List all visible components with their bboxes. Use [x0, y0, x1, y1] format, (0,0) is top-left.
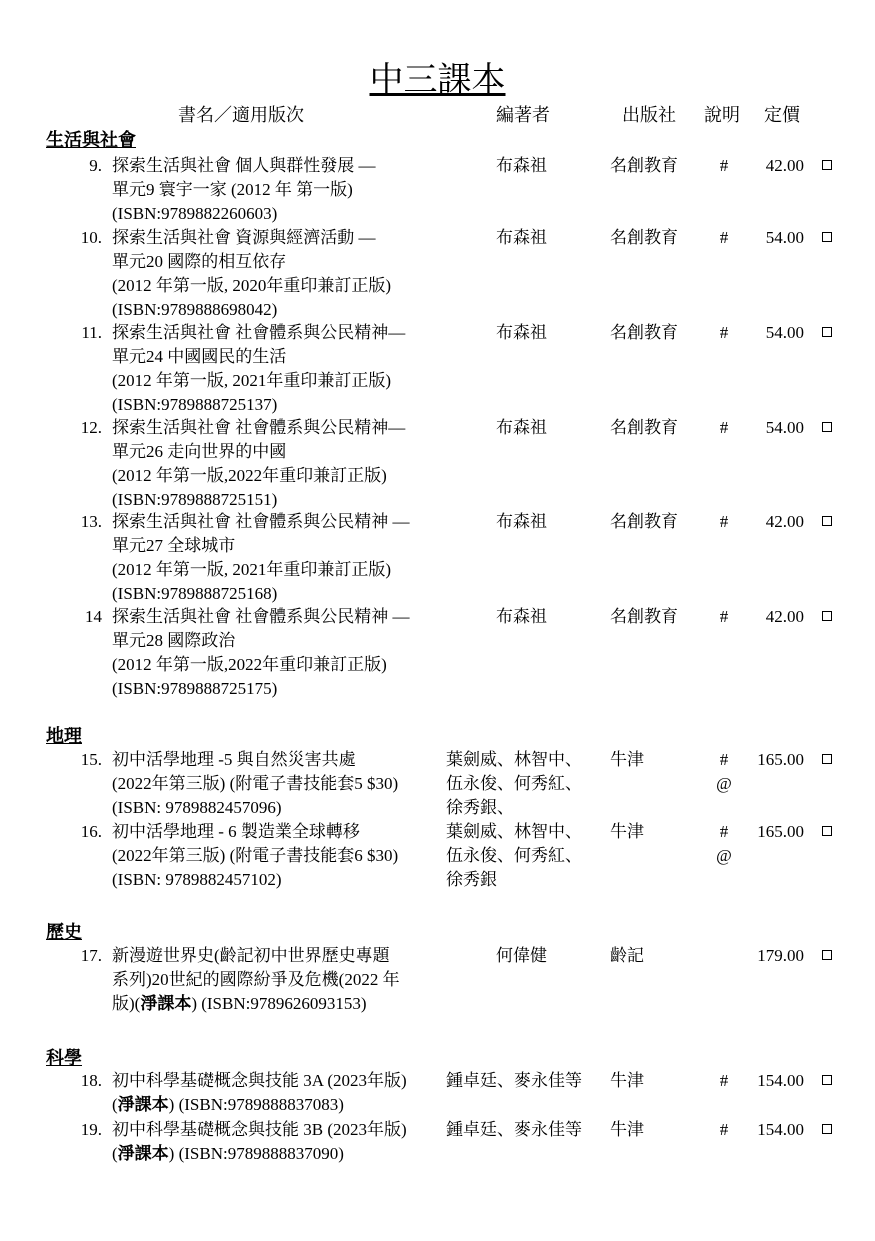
publisher: 牛津	[610, 1071, 644, 1090]
book-title-block	[112, 321, 452, 417]
note-marks	[710, 820, 738, 868]
author-block	[496, 510, 547, 534]
note-marks	[710, 154, 738, 178]
note-marks	[710, 510, 738, 534]
book-title-line: 初中活學地理 -5 與自然災害共處	[112, 750, 356, 769]
section-heading: 科學	[46, 1048, 82, 1068]
publisher: 名創教育	[610, 228, 678, 247]
section-heading: 歷史	[46, 922, 82, 942]
book-title-block	[112, 510, 452, 606]
author-block	[446, 1118, 582, 1142]
book-title-line: (ISBN: 9789882457102)	[112, 870, 282, 889]
price: 179.00	[757, 946, 804, 965]
order-checkbox[interactable]	[822, 1075, 832, 1085]
note-marks	[710, 1069, 738, 1093]
book-title-line: (2022年第三版) (附電子書技能套6 $30)	[112, 846, 399, 865]
book-title-line: 單元9 寰宇一家 (2012 年 第一版)	[112, 180, 353, 199]
publisher: 名創教育	[610, 156, 678, 175]
order-checkbox[interactable]	[822, 754, 832, 764]
entry-number: 15.	[80, 750, 102, 769]
publisher: 牛津	[610, 822, 644, 841]
order-checkbox[interactable]	[822, 516, 832, 526]
note-mark	[710, 944, 738, 968]
entry-number: 12.	[80, 418, 102, 437]
price: 42.00	[765, 512, 804, 531]
book-title-block	[112, 1069, 452, 1117]
author-block	[446, 1069, 582, 1093]
book-title-line: (2012 年第一版, 2021年重印兼訂正版)	[112, 560, 392, 579]
entry-number: 16.	[80, 822, 102, 841]
entry-number: 11.	[81, 323, 102, 342]
book-title-line: 系列)20世紀的國際紛爭及危機(2022 年	[112, 970, 400, 989]
author-line: 伍永俊、何秀紅、	[446, 846, 582, 865]
note-mark: #	[719, 418, 729, 437]
entry-number: 17.	[80, 946, 102, 965]
section-heading: 生活與社會	[46, 130, 136, 150]
entry-number: 18.	[80, 1071, 102, 1090]
book-title-line: (淨課本) (ISBN:9789888837090)	[112, 1144, 344, 1163]
book-title-line: (ISBN:9789888725151)	[112, 490, 278, 509]
publisher: 牛津	[610, 750, 644, 769]
publisher: 名創教育	[610, 418, 678, 437]
book-title-line: 探索生活與社會 資源與經濟活動 —	[112, 228, 376, 247]
book-title-block	[112, 820, 452, 892]
book-title-line: 初中科學基礎概念與技能 3B (2023年版)	[112, 1120, 407, 1139]
order-checkbox[interactable]	[822, 232, 832, 242]
order-checkbox[interactable]	[822, 160, 832, 170]
book-title-block	[112, 154, 452, 226]
price: 154.00	[757, 1071, 804, 1090]
book-title-line: 版)(淨課本) (ISBN:9789626093153)	[112, 994, 367, 1013]
note-mark: #	[719, 1120, 729, 1139]
price: 42.00	[765, 607, 804, 626]
book-title-line: (ISBN:9789882260603)	[112, 204, 278, 223]
book-title-line: (2022年第三版) (附電子書技能套5 $30)	[112, 774, 399, 793]
book-title-block	[112, 226, 452, 322]
author-block	[496, 226, 547, 250]
note-mark: @	[716, 846, 732, 865]
entry-number: 19.	[80, 1120, 102, 1139]
publisher: 名創教育	[610, 323, 678, 342]
price: 165.00	[757, 822, 804, 841]
book-title-line: 初中科學基礎概念與技能 3A (2023年版)	[112, 1071, 407, 1090]
book-title-block	[112, 748, 452, 820]
note-marks	[710, 944, 738, 968]
order-checkbox[interactable]	[822, 611, 832, 621]
price: 54.00	[765, 228, 804, 247]
note-marks	[710, 748, 738, 796]
note-marks	[710, 226, 738, 250]
order-checkbox[interactable]	[822, 327, 832, 337]
author-block	[446, 820, 582, 892]
book-title-line: (2012 年第一版, 2021年重印兼訂正版)	[112, 371, 392, 390]
note-mark: #	[719, 323, 729, 342]
book-title-block	[112, 944, 452, 1016]
author-line: 徐秀銀	[446, 870, 497, 889]
author-block	[496, 416, 547, 440]
author-line: 布森祖	[496, 607, 547, 626]
book-title-line: 單元24 中國國民的生活	[112, 347, 287, 366]
note-marks	[710, 321, 738, 345]
price: 54.00	[765, 323, 804, 342]
author-block	[496, 605, 547, 629]
author-line: 葉劍威、林智中、	[446, 822, 582, 841]
author-block	[496, 944, 547, 968]
entry-number: 9.	[89, 156, 102, 175]
author-line: 伍永俊、何秀紅、	[446, 774, 582, 793]
publisher: 牛津	[610, 1120, 644, 1139]
author-line: 鍾卓廷、麥永佳等	[446, 1071, 582, 1090]
book-title-block	[112, 605, 452, 701]
header-title-edition: 書名／適用版次	[178, 105, 304, 125]
note-marks	[710, 605, 738, 629]
section-heading: 地理	[46, 726, 82, 746]
book-title-block	[112, 1118, 452, 1166]
entry-number: 13.	[80, 512, 102, 531]
book-title-line: (淨課本) (ISBN:9789888837083)	[112, 1095, 344, 1114]
header-note: 說明	[704, 105, 740, 125]
book-title-line: 新漫遊世界史(齡記初中世界歷史專題	[112, 946, 390, 965]
book-title-block	[112, 416, 452, 512]
order-checkbox[interactable]	[822, 1124, 832, 1134]
price: 165.00	[757, 750, 804, 769]
book-title-line: 單元28 國際政治	[112, 631, 236, 650]
order-checkbox[interactable]	[822, 950, 832, 960]
order-checkbox[interactable]	[822, 422, 832, 432]
entry-number: 14	[85, 607, 102, 626]
entry-number: 10.	[80, 228, 102, 247]
book-title-line: 探索生活與社會 社會體系與公民精神 —	[112, 512, 410, 531]
header-author: 編著者	[496, 105, 550, 125]
price: 42.00	[765, 156, 804, 175]
book-title-line: (ISBN:9789888725168)	[112, 584, 278, 603]
note-mark: #	[719, 512, 729, 531]
book-title-line: 探索生活與社會 社會體系與公民精神—	[112, 418, 406, 437]
book-title-line: 單元26 走向世界的中國	[112, 442, 287, 461]
header-price: 定價	[764, 105, 800, 125]
author-line: 徐秀銀、	[446, 798, 514, 817]
book-title-line: (ISBN:9789888725175)	[112, 679, 278, 698]
publisher: 名創教育	[610, 512, 678, 531]
header-publisher: 出版社	[622, 105, 676, 125]
note-mark: #	[719, 1071, 729, 1090]
author-line: 葉劍威、林智中、	[446, 750, 582, 769]
book-title-line: (2012 年第一版,2022年重印兼訂正版)	[112, 655, 387, 674]
note-mark: #	[719, 228, 729, 247]
author-line: 布森祖	[496, 512, 547, 531]
author-block	[446, 748, 582, 820]
book-title-line: (ISBN: 9789882457096)	[112, 798, 282, 817]
author-line: 布森祖	[496, 156, 547, 175]
note-mark: @	[716, 774, 732, 793]
page-title: 中三課本	[369, 62, 506, 99]
order-checkbox[interactable]	[822, 826, 832, 836]
author-block	[496, 154, 547, 178]
price: 154.00	[757, 1120, 804, 1139]
price: 54.00	[765, 418, 804, 437]
note-marks	[710, 416, 738, 440]
book-title-line: 探索生活與社會 個人與群性發展 —	[112, 156, 376, 175]
publisher: 名創教育	[610, 607, 678, 626]
publisher: 齡記	[610, 946, 644, 965]
book-title-line: 初中活學地理 - 6 製造業全球轉移	[112, 822, 360, 841]
note-mark: #	[719, 156, 729, 175]
book-title-line: 單元27 全球城市	[112, 536, 236, 555]
author-line: 布森祖	[496, 418, 547, 437]
author-block	[496, 321, 547, 345]
author-line: 布森祖	[496, 323, 547, 342]
author-line: 何偉健	[496, 946, 547, 965]
book-title-line: (2012 年第一版,2022年重印兼訂正版)	[112, 466, 387, 485]
author-line: 布森祖	[496, 228, 547, 247]
note-marks	[710, 1118, 738, 1142]
book-title-line: 探索生活與社會 社會體系與公民精神—	[112, 323, 406, 342]
note-mark: #	[719, 750, 729, 769]
book-title-line: (ISBN:9789888698042)	[112, 300, 278, 319]
book-title-line: 探索生活與社會 社會體系與公民精神 —	[112, 607, 410, 626]
author-line: 鍾卓廷、麥永佳等	[446, 1120, 582, 1139]
note-mark: #	[719, 822, 729, 841]
book-title-line: (2012 年第一版, 2020年重印兼訂正版)	[112, 276, 392, 295]
book-title-line: (ISBN:9789888725137)	[112, 395, 278, 414]
note-mark: #	[719, 607, 729, 626]
book-title-line: 單元20 國際的相互依存	[112, 252, 287, 271]
